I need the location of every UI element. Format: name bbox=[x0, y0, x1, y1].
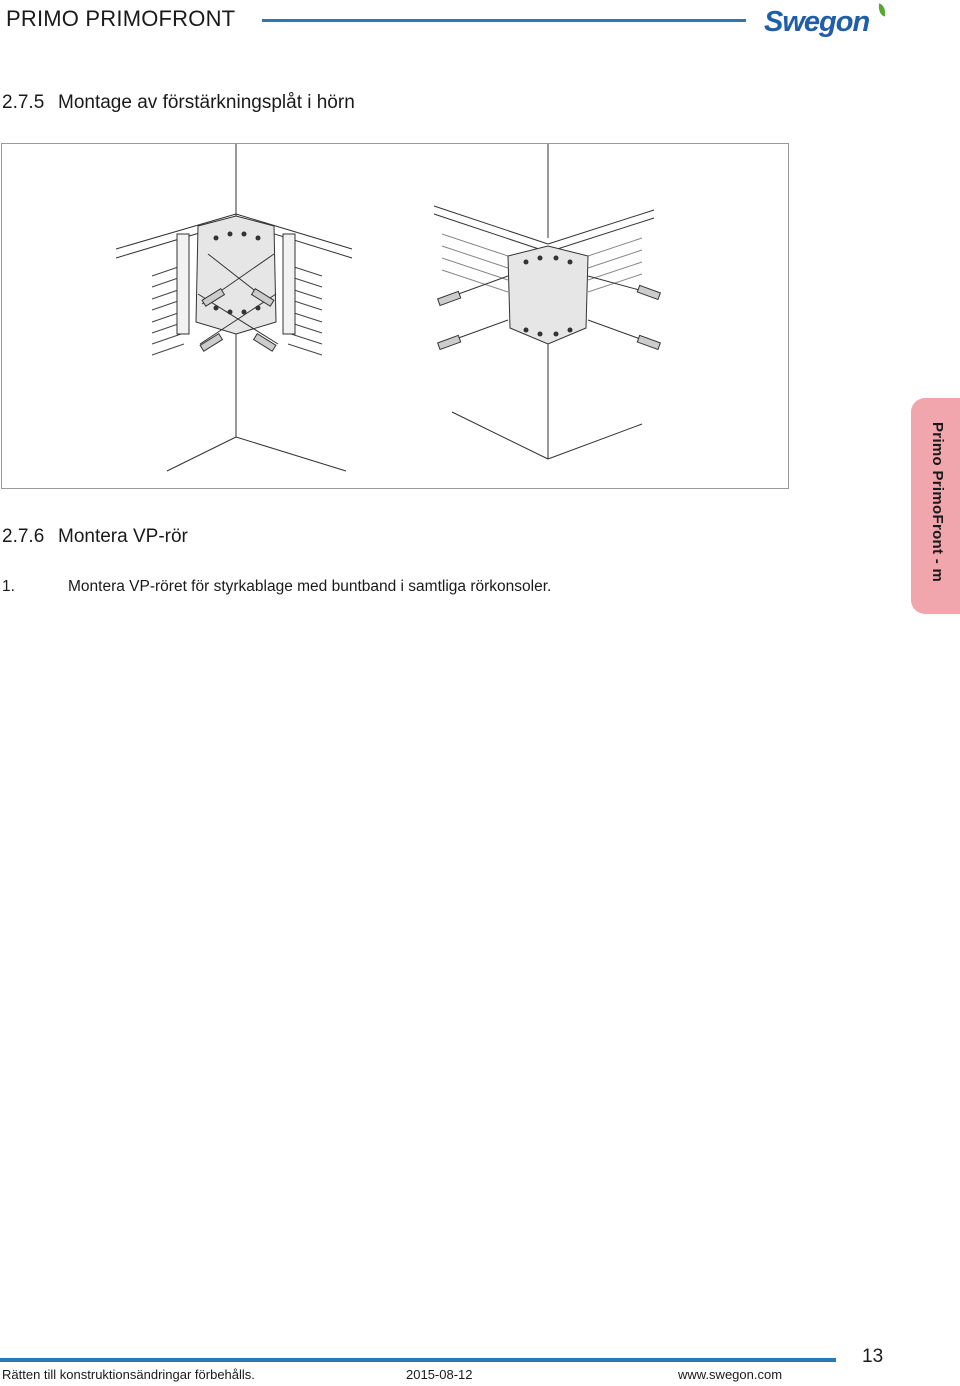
header-rule bbox=[262, 19, 746, 22]
leaf-icon bbox=[877, 3, 887, 16]
corner-plate-illustration bbox=[1, 143, 789, 489]
section-heading-2-7-6 bbox=[2, 526, 188, 548]
step-text: Montera VP-röret för styrkablage med buntband i samtliga rörkonsoler. bbox=[68, 578, 552, 595]
document-title: PRIMO PRIMOFRONT bbox=[6, 6, 236, 31]
footer-rule bbox=[0, 1358, 836, 1362]
section-heading-2-7-5 bbox=[2, 92, 355, 114]
section-number: 2.7.5 bbox=[2, 92, 45, 113]
page-number: 13 bbox=[862, 1346, 884, 1367]
logo-text: Swegon bbox=[764, 6, 870, 38]
illustration-svg bbox=[2, 144, 788, 488]
section-number: 2.7.6 bbox=[2, 526, 45, 547]
step-item bbox=[2, 578, 551, 596]
section-title: Montera VP-rör bbox=[58, 526, 188, 547]
step-marker: 1. bbox=[2, 578, 15, 595]
swegon-logo bbox=[760, 2, 890, 44]
footer-disclaimer: Rätten till konstruktionsändringar förbehålls. bbox=[2, 1367, 255, 1382]
side-tab bbox=[911, 398, 960, 614]
side-tab-label: Primo PrimoFront - m bbox=[929, 422, 946, 583]
footer-date: 2015-08-12 bbox=[406, 1367, 473, 1382]
footer-website[interactable]: www.swegon.com bbox=[678, 1367, 783, 1382]
section-title: Montage av förstärkningsplåt i hörn bbox=[58, 92, 355, 113]
